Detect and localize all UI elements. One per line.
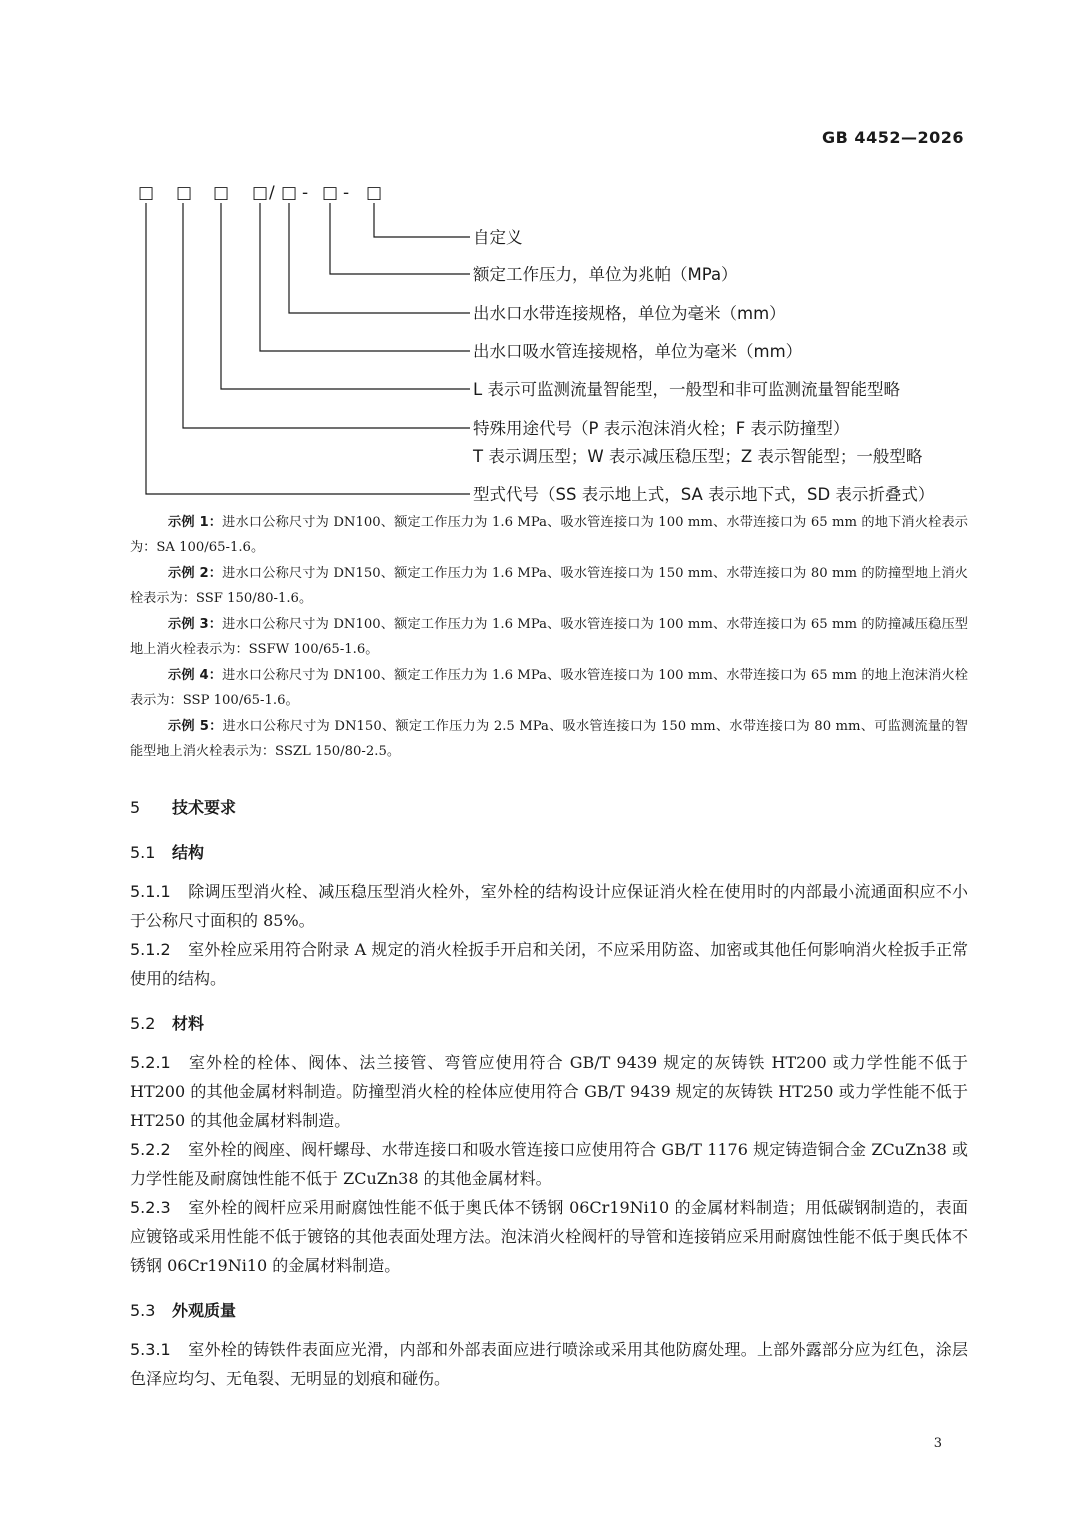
- leader-line: [260, 203, 470, 351]
- section-number: 5.3: [130, 1301, 156, 1320]
- code-separator-dash: -: [302, 183, 309, 203]
- example-label: 示例 4：: [168, 668, 223, 683]
- label-flow-monitor: L 表示可监测流量智能型，一般型和非可监测流量智能型略: [473, 380, 900, 399]
- section-title: 外观质量: [172, 1301, 237, 1320]
- subsection-heading: [130, 1009, 968, 1038]
- examples-block: [130, 510, 968, 765]
- code-box-1: □: [138, 183, 155, 203]
- clause-text: 室外栓的铸铁件表面应光滑，内部和外部表面应进行喷涂或采用其他防腐处理。上部外露部分应为红色，涂层色泽应均匀、无龟裂、无明显的划痕和碰伤。: [130, 1340, 968, 1388]
- clause-text: 室外栓的栓体、阀体、法兰接管、弯管应使用符合 GB/T 9439 规定的灰铸铁 HT200 或力学性能不低于 HT200 的其他金属材料制造。防撞型消火栓的栓体应使用符合 GB/T 9439 规定的灰铸铁 HT250 或力学性能不低于 HT250 的其他金属材料制造。: [130, 1053, 968, 1130]
- code-box-4: □: [252, 183, 269, 203]
- example-5: [130, 714, 968, 764]
- section-heading: [130, 793, 968, 822]
- example-text: 进水口公称尺寸为 DN100、额定工作压力为 1.6 MPa、吸水管连接口为 100 mm、水带连接口为 65 mm 的地下消火栓表示为：SA 100/65-1.6。: [130, 515, 968, 555]
- code-separator-dash: -: [343, 183, 350, 203]
- label-special-use: 特殊用途代号（P 表示泡沫消火栓；F 表示防撞型）: [473, 419, 850, 438]
- leader-line: [289, 203, 470, 313]
- clause-text: 室外栓的阀杆应采用耐腐蚀性能不低于奥氏体不锈钢 06Cr19Ni10 的金属材料制造；用低碳钢制造的，表面应镀铬或采用性能不低于镀铬的其他表面处理方法。泡沫消火栓阀杆的导管和连接销应采用耐腐蚀性能不低于奥氏体不锈钢 06Cr19Ni10 的金属材料制造。: [130, 1198, 968, 1275]
- clause-number: 5.1.2: [130, 940, 171, 959]
- clause: [130, 1335, 968, 1393]
- code-box-6: □: [322, 183, 339, 203]
- subsection-heading: [130, 838, 968, 867]
- label-suction-outlet: 出水口吸水管连接规格，单位为毫米（mm）: [473, 342, 803, 361]
- clause: [130, 1193, 968, 1280]
- label-custom: 自定义: [473, 228, 523, 247]
- clause-number: 5.1.1: [130, 882, 171, 901]
- label-hose-outlet: 出水口水带连接规格，单位为毫米（mm）: [473, 304, 786, 323]
- section-title: 结构: [172, 843, 205, 862]
- clause-number: 5.2.1: [130, 1053, 171, 1072]
- code-box-7: □: [366, 183, 383, 203]
- clause-number: 5.3.1: [130, 1340, 171, 1359]
- section-number: 5.1: [130, 843, 156, 862]
- main-body: [130, 793, 968, 1393]
- example-1: [130, 510, 968, 560]
- section-title: 技术要求: [172, 798, 237, 817]
- example-text: 进水口公称尺寸为 DN100、额定工作压力为 1.6 MPa、吸水管连接口为 100 mm、水带连接口为 65 mm 的地上泡沫消火栓表示为：SSP 100/65-1.6。: [130, 668, 968, 708]
- leader-line: [221, 203, 470, 389]
- leader-line: [146, 203, 470, 494]
- clause-number: 5.2.2: [130, 1140, 171, 1159]
- clause: [130, 1135, 968, 1193]
- example-text: 进水口公称尺寸为 DN150、额定工作压力为 1.6 MPa、吸水管连接口为 150 mm、水带连接口为 80 mm 的防撞型地上消火栓表示为：SSF 150/80-1.6。: [130, 566, 968, 606]
- clause: [130, 1048, 968, 1135]
- example-label: 示例 1：: [168, 515, 223, 530]
- clause-text: 室外栓应采用符合附录 A 规定的消火栓扳手开启和关闭，不应采用防盗、加密或其他任何影响消火栓扳手正常使用的结构。: [130, 940, 968, 988]
- example-label: 示例 5：: [168, 719, 223, 734]
- clause-text: 室外栓的阀座、阀杆螺母、水带连接口和吸水管连接口应使用符合 GB/T 1176 规定铸造铜合金 ZCuZn38 或力学性能及耐腐蚀性能不低于 ZCuZn38 的其他金属材料。: [130, 1140, 968, 1188]
- label-type-code: 型式代号（SS 表示地上式，SA 表示地下式，SD 表示折叠式）: [473, 485, 935, 504]
- leader-line: [330, 203, 470, 274]
- page-number: 3: [933, 1436, 942, 1451]
- clause: [130, 877, 968, 935]
- model-code-diagram: [0, 0, 1080, 520]
- example-3: [130, 612, 968, 662]
- section-number: 5.2: [130, 1014, 156, 1033]
- label-special-use-2: T 表示调压型；W 表示减压稳压型；Z 表示智能型；一般型略: [473, 447, 923, 466]
- example-label: 示例 2：: [168, 566, 223, 581]
- code-separator-slash: /: [269, 183, 275, 203]
- leader-line: [374, 203, 470, 237]
- clause: [130, 935, 968, 993]
- clause-number: 5.2.3: [130, 1198, 171, 1217]
- example-text: 进水口公称尺寸为 DN150、额定工作压力为 2.5 MPa、吸水管连接口为 150 mm、水带连接口为 80 mm、可监测流量的智能型地上消火栓表示为：SSZL 150/80-2.5。: [130, 719, 968, 759]
- label-rated-pressure: 额定工作压力，单位为兆帕（MPa）: [473, 265, 738, 284]
- code-box-3: □: [213, 183, 230, 203]
- code-box-5: □: [281, 183, 298, 203]
- section-title: 材料: [172, 1014, 205, 1033]
- subsection-heading: [130, 1296, 968, 1325]
- example-text: 进水口公称尺寸为 DN100、额定工作压力为 1.6 MPa、吸水管连接口为 100 mm、水带连接口为 65 mm 的防撞减压稳压型地上消火栓表示为：SSFW 100/65-1.6。: [130, 617, 968, 657]
- standard-number: GB 4452—2026: [822, 128, 964, 147]
- section-number: 5: [130, 798, 141, 817]
- example-label: 示例 3：: [168, 617, 223, 632]
- code-box-2: □: [176, 183, 193, 203]
- clause-text: 除调压型消火栓、减压稳压型消火栓外，室外栓的结构设计应保证消火栓在使用时的内部最小流通面积应不小于公称尺寸面积的 85%。: [130, 882, 968, 930]
- example-2: [130, 561, 968, 611]
- example-4: [130, 663, 968, 713]
